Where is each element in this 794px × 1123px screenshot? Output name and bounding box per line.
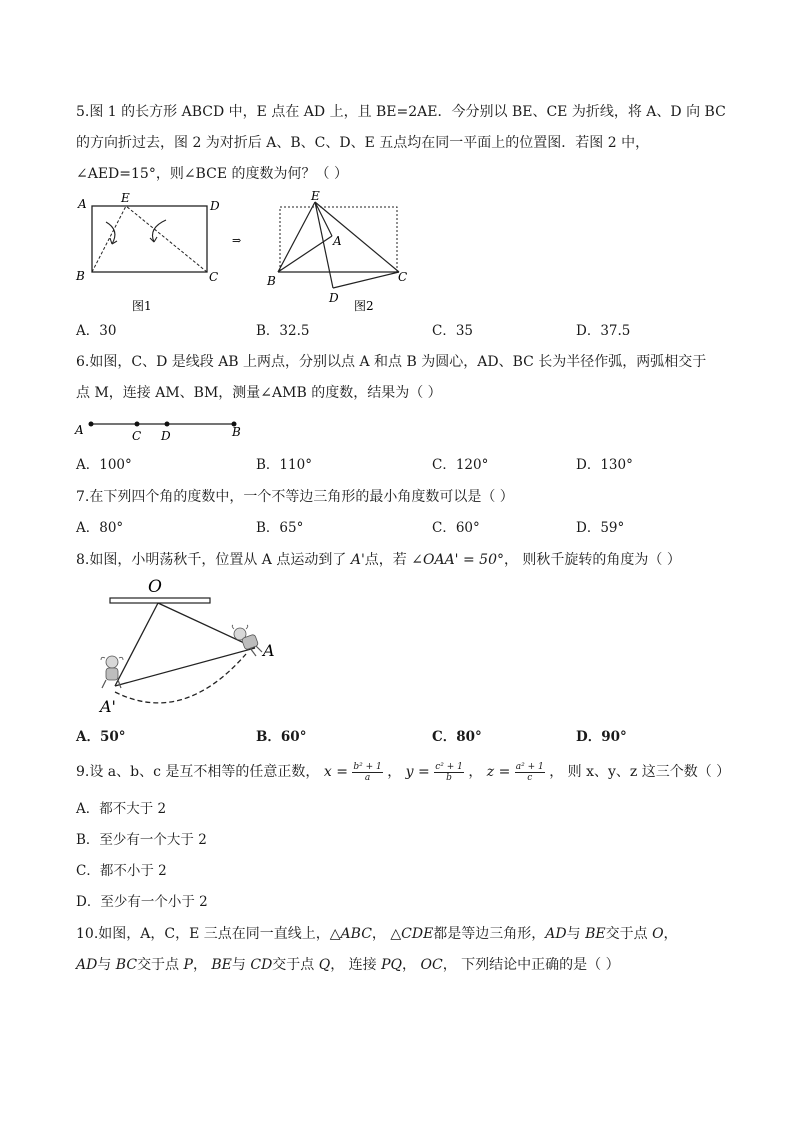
q10-text-i: 交于点 xyxy=(605,926,653,942)
q9-x-numerator: b² + 1 xyxy=(353,761,382,772)
q6-point-c xyxy=(135,422,140,427)
fig2-label-c: C xyxy=(398,270,408,284)
q8-option-c: C．80° xyxy=(432,729,482,745)
q10-text-2l: ， 连接 xyxy=(330,957,382,973)
q10-line-2 xyxy=(76,956,620,974)
q10-seg-pq: PQ xyxy=(381,957,403,973)
q7-line-1: 7.在下列四个角的度数中，一个不等边三角形的最小角度数可以是（ ） xyxy=(76,489,514,505)
q8-rope-oa xyxy=(158,603,255,648)
q5-line-3: ∠AED=15°，则∠BCE 的度数为何？（ ） xyxy=(76,166,348,182)
fig1-fold-be xyxy=(92,206,126,272)
q6-line-1: 6.如图，C、D 是线段 AB 上两点，分别以点 A 和点 B 为圆心，AD、BC 长为半径作弧，两弧相交于 xyxy=(76,354,707,370)
q10-text-k: ， xyxy=(663,926,678,942)
q6-option-d: D．130° xyxy=(576,457,633,473)
figure-transition-arrow: ⇒ xyxy=(232,234,242,247)
q10-text-2n: ， xyxy=(402,957,421,973)
q6-label-a: A xyxy=(75,423,84,437)
q9-option-c: C．都不小于 2 xyxy=(76,863,167,879)
q10-point-p: P xyxy=(183,957,193,973)
q10-seg-be-2: BE xyxy=(211,957,232,973)
q8-label-o: O xyxy=(148,577,162,597)
child-figure-a-prime xyxy=(101,656,123,688)
q5-line-1: 5.图 1 的长方形 ABCD 中，E 点在 AD 上，且 BE=2AE．今分别以 BE、CE 为折线，将 A、D 向 BC xyxy=(76,104,726,120)
q9-sep-2: ， xyxy=(468,764,483,780)
fig2-label-d: D xyxy=(329,291,339,305)
fig1-label-a: A xyxy=(78,197,87,211)
q5-line-2: 的方向折过去，图 2 为对折后 A、B、C、D、E 五点均在同一平面上的位置图．若图 2 中， xyxy=(76,135,650,151)
q6-label-b: B xyxy=(232,425,241,439)
q9-x-lhs: x = xyxy=(323,764,348,780)
fig1-label-b: B xyxy=(76,269,85,283)
q5-option-c: C．35 xyxy=(432,323,474,339)
q8-label-a-prime: A' xyxy=(100,697,116,716)
fig2-segment-eb xyxy=(278,202,315,272)
q9-y-denominator: b xyxy=(446,772,452,783)
q8-text-e: ， 则秋千旋转的角度为（ ） xyxy=(503,552,681,568)
q10-seg-be: BE xyxy=(585,926,606,942)
q6-point-a xyxy=(89,422,94,427)
q9-sep-1: ， xyxy=(387,764,402,780)
fig1-fold-ce xyxy=(126,206,207,272)
q8-swing-bar xyxy=(110,598,210,603)
q8-text-a: 8.如图，小明荡秋千，位置从 A 点运动到了 xyxy=(76,552,351,568)
q9-x-fraction xyxy=(352,762,382,783)
q10-seg-bc: BC xyxy=(115,957,138,973)
q9-text-a: 9.设 a、b、c 是互不相等的任意正数， xyxy=(76,764,320,780)
q7-option-b: B．65° xyxy=(256,520,304,536)
child-figure-a xyxy=(232,625,262,656)
q8-rope-oa-prime xyxy=(115,603,158,686)
q7-option-d: D．59° xyxy=(576,520,625,536)
q5-option-a: A．30 xyxy=(76,323,117,339)
q9-line-1 xyxy=(76,761,730,783)
q9-x-denominator: a xyxy=(364,772,371,783)
q5-option-b: B．32.5 xyxy=(256,323,310,339)
fig2-label-e: E xyxy=(311,189,320,203)
q6-option-c: C．120° xyxy=(432,457,489,473)
q8-text-c: 点，若 xyxy=(364,552,412,568)
q9-option-b: B．至少有一个大于 2 xyxy=(76,832,207,848)
q10-text-e: 都是等边三角形， xyxy=(433,926,546,942)
q10-text-2j: 交于点 xyxy=(272,957,319,973)
q10-text-c: ， xyxy=(371,926,391,942)
q6-option-a: A．100° xyxy=(76,457,132,473)
q6-point-d xyxy=(165,422,170,427)
fig2-segment-dc xyxy=(333,272,399,288)
q9-option-a: A．都不大于 2 xyxy=(76,801,167,817)
q9-option-d: D．至少有一个小于 2 xyxy=(76,894,208,910)
q9-y-lhs: y = xyxy=(405,764,430,780)
q8-swing-arc xyxy=(115,654,246,703)
q5-figure xyxy=(70,188,420,318)
fig1-label-c: C xyxy=(209,270,219,284)
fig1-caption: 图1 xyxy=(132,299,152,313)
q10-seg-cd: CD xyxy=(250,957,273,973)
q10-line-1 xyxy=(76,925,678,943)
q10-text-2p: ， 下列结论中正确的是（ ） xyxy=(442,957,620,973)
fig2-segment-ba xyxy=(278,236,332,272)
q6-figure xyxy=(70,412,260,446)
q10-seg-oc: OC xyxy=(420,957,443,973)
q6-option-b: B．110° xyxy=(256,457,312,473)
q8-line-1 xyxy=(76,551,681,569)
fig1-label-d: D xyxy=(210,199,220,213)
q8-option-a: A．50° xyxy=(76,729,126,745)
q9-z-numerator: a² + 1 xyxy=(515,761,544,772)
q8-point-a-prime: A' xyxy=(350,552,365,568)
q9-z-fraction xyxy=(515,762,545,783)
q8-label-a: A xyxy=(263,641,275,660)
q9-text-b: ， 则 x、y、z 这三个数（ ） xyxy=(549,764,731,780)
fig2-label-b: B xyxy=(267,274,276,288)
q10-text-2f: ， xyxy=(192,957,212,973)
q7-option-c: C．60° xyxy=(432,520,480,536)
q10-text-2d: 交于点 xyxy=(137,957,184,973)
q6-label-d: D xyxy=(161,429,171,443)
fig1-label-e: E xyxy=(121,191,130,205)
fig1-fold-arrow-right xyxy=(153,220,167,242)
q10-text-2h: 与 xyxy=(231,957,251,973)
q10-text-g: 与 xyxy=(566,926,586,942)
q10-point-o: O xyxy=(652,926,664,942)
q10-seg-ad-2: AD xyxy=(76,957,98,973)
q8-angle-expr: ∠OAA' = 50° xyxy=(411,552,504,568)
q8-figure xyxy=(88,574,298,720)
fig2-label-a: A xyxy=(333,234,342,248)
q9-z-denominator: c xyxy=(527,772,533,783)
q5-option-d: D．37.5 xyxy=(576,323,631,339)
q10-triangle-cde: △CDE xyxy=(390,926,434,942)
q10-point-q: Q xyxy=(318,957,331,973)
q9-y-fraction xyxy=(434,762,464,783)
fig2-caption: 图2 xyxy=(354,299,374,313)
q8-option-d: D．90° xyxy=(576,729,627,745)
q6-label-c: C xyxy=(132,429,142,443)
q10-seg-ad: AD xyxy=(545,926,567,942)
q8-option-b: B．60° xyxy=(256,729,307,745)
q9-z-lhs: z = xyxy=(486,764,511,780)
q6-line-2: 点 M，连接 AM、BM，测量∠AMB 的度数，结果为（ ） xyxy=(76,385,442,401)
q7-option-a: A．80° xyxy=(76,520,124,536)
q10-text-2b: 与 xyxy=(97,957,116,973)
q10-triangle-abc: △ABC xyxy=(329,926,372,942)
q9-y-numerator: c² + 1 xyxy=(435,761,463,772)
q10-text-a: 10.如图，A，C，E 三点在同一直线上， xyxy=(76,926,330,942)
